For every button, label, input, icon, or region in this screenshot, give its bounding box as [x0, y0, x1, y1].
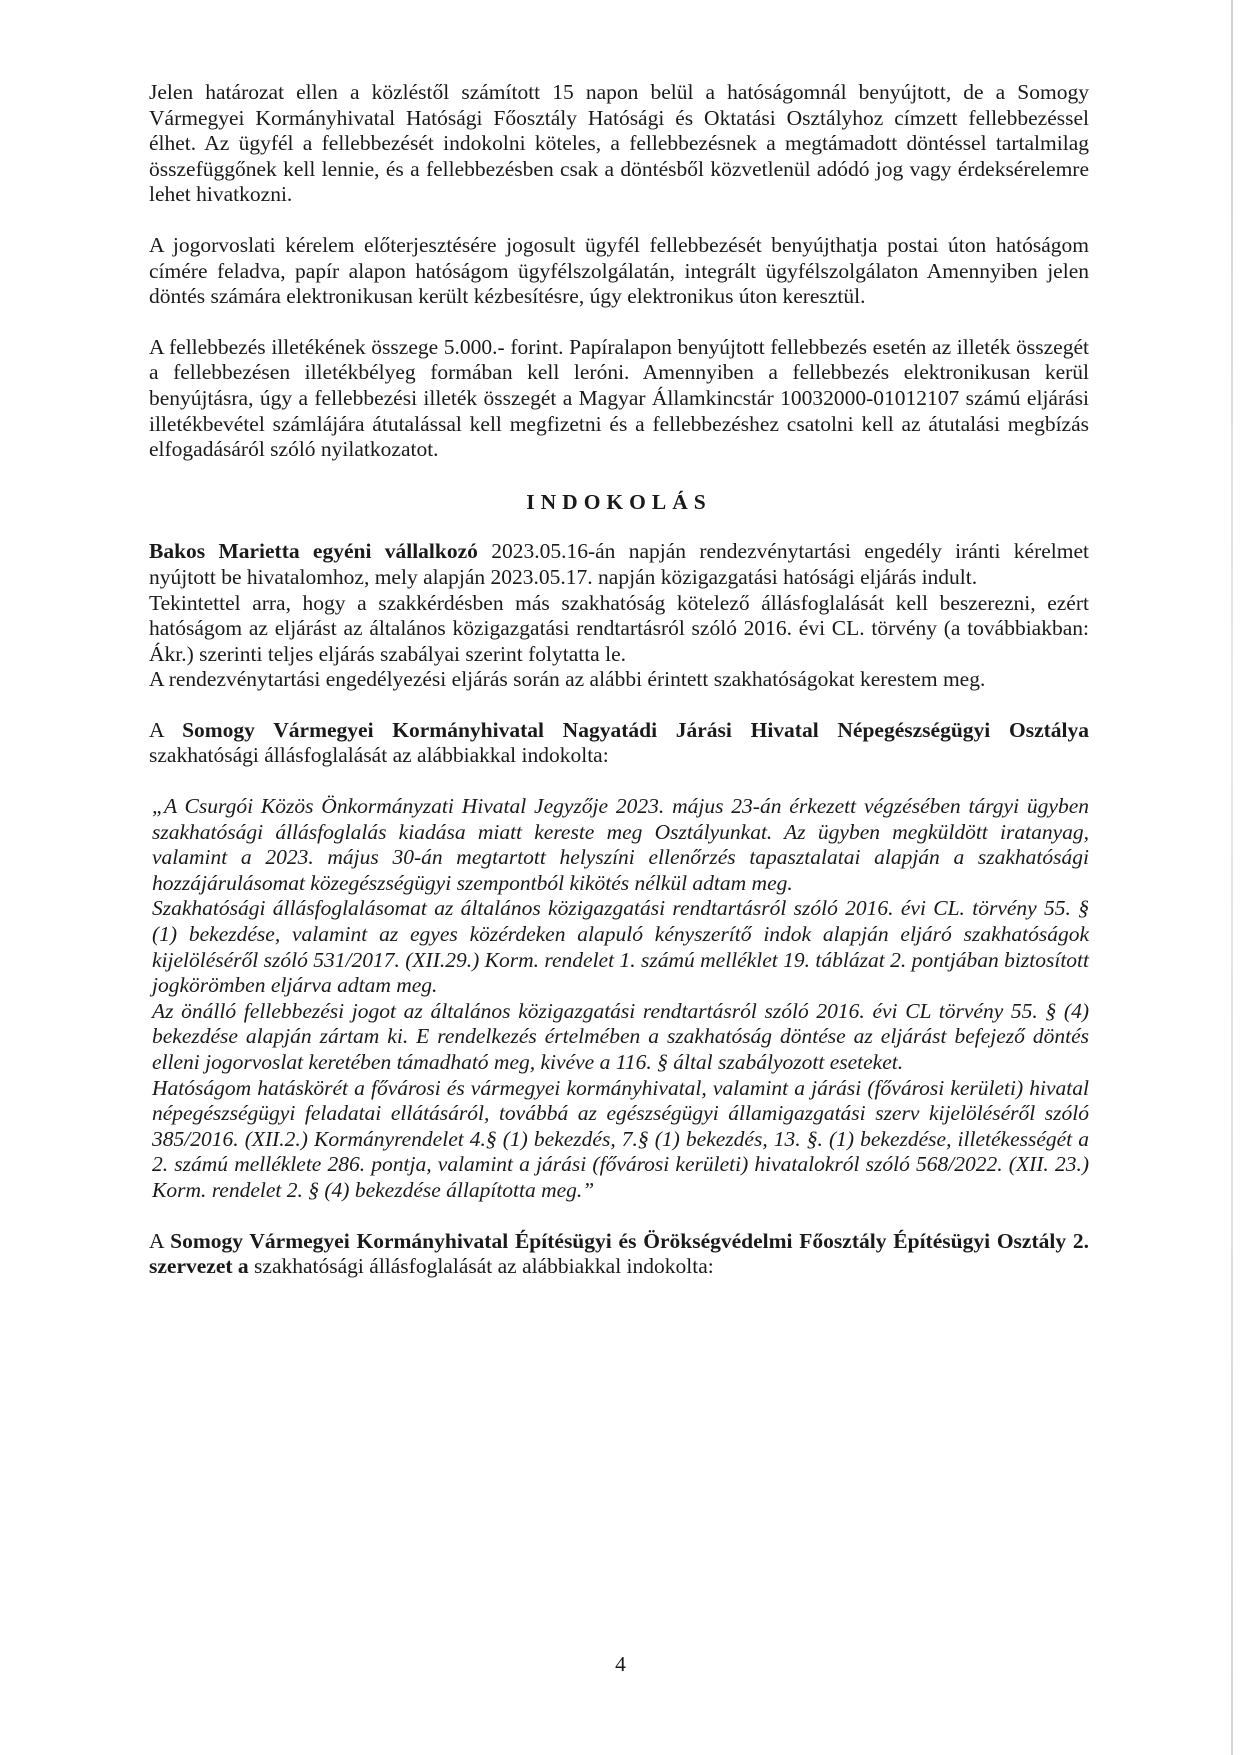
authority1-suffix: szakhatósági állásfoglalását az alábbiakkal indokolta: [149, 743, 609, 768]
applicant-name: Bakos Marietta egyéni vállalkozó [149, 539, 478, 564]
reasoning-procedure: Tekintettel arra, hogy a szakkérdésben más szakhatóság kötelező állásfoglalását kell beszerezni, ezért hatóságom az eljárást az általános közigazgatási rendtartásról szóló 2016. évi CL. törvény (a továbbiakban: Ákr.) szerinti teljes eljárás szabályai szerint folytatta le. [149, 590, 1089, 666]
scan-edge-line [1231, 0, 1233, 1755]
authority2-paragraph [149, 1229, 1089, 1280]
quote-paragraph-1: „A Csurgói Közös Önkormányzati Hivatal Jegyzője 2023. május 23-án érkezett végzésében tárgyi ügyben szakhatósági állásfoglalás kiadása miatt kereste meg Osztályunkat. Az ügyben megküldött iratanyag, valamint a 2023. május 30-án megtartott helyszíni ellenőrzés tapasztalatai alapján a szakhatósági hozzájárulásomat közegészségügyi szempontból kikötés nélkül adtam meg. [152, 794, 1089, 895]
document-page [149, 80, 1089, 1280]
authority1-prefix: A [149, 717, 183, 742]
authority1-paragraph [149, 718, 1089, 769]
applicant-text: 2023.05.16-án napján rendezvénytartási engedély iránti kérelmet nyújtott be hivatalomhoz, mely alapján 2023.05.17. napján közigazgatási hatósági eljárás indult. [149, 539, 1089, 589]
page-number: 4 [615, 1652, 626, 1676]
remedy-paragraph: A jogorvoslati kérelem előterjesztésére jogosult ügyfél fellebbezését benyújthatja postai úton hatóságom címére feladva, papír alapon hatóságom ügyfélszolgálatán, integrált ügyfélszolgálaton Amennyiben jelen döntés számára elektronikusan került kézbesítésre, úgy elektronikus úton keresztül. [149, 232, 1089, 309]
authority2-name: Somogy Vármegyei Kormányhivatal Építésügyi és Örökségvédelmi Főosztály Építésügyi Osztály 2. szervezet a [149, 1228, 1090, 1279]
section-heading: INDOKOLÁS [526, 489, 712, 514]
authority2-suffix: szakhatósági állásfoglalását az alábbiakkal indokolta: [248, 1254, 714, 1279]
quote-paragraph-4: Hatóságom hatáskörét a fővárosi és vármegyei kormányhivatal, valamint a járási (fővárosi kerületi) hivatal népegészségügyi feladatai ellátásáról, továbbá az egészségügyi államigazgatási szerv kijelöléséről szóló 385/2016. (XII.2.) Kormányrendelet 4.§ (1) bekezdés, 7.§ (1) bekezdés, 13. §. (1) bekezdése, illetékességét a 2. számú melléklete 286. pontja, valamint a járási (fővárosi kerületi) hivatalokról szóló 568/2022. (XII. 23.) Korm. rendelet 2. § (4) bekezdése állapította meg.” [152, 1075, 1089, 1202]
reasoning-intro [149, 539, 1089, 590]
quote-paragraph-2: Szakhatósági állásfoglalásomat az általános közigazgatási rendtartásról szóló 2016. évi CL. törvény 55. § (1) bekezdése, valamint az egyes közérdeken alapuló kényszerítő indok alapján eljáró szakhatóságok kijelöléséről szóló 531/2017. (XII.29.) Korm. rendelet 1. számú melléklet 19. táblázat 2. pontjában biztosított jogkörömben eljárva adtam meg. [152, 896, 1089, 998]
appeal-paragraph: Jelen határozat ellen a közléstől számított 15 napon belül a hatóságomnál benyújtott, de a Somogy Vármegyei Kormányhivatal Hatósági Főosztály Hatósági és Oktatási Osztályhoz címzett fellebbezéssel élhet. Az ügyfél a fellebbezését indokolni köteles, a fellebbezésnek a megtámadott döntéssel tartalmilag összefüggőnek kell lennie, és a fellebbezésben csak a döntésből közvetlenül adódó jog vagy érdeksérelemre lehet hivatkozni. [149, 80, 1089, 207]
reasoning-authorities: A rendezvénytartási engedélyezési eljárás során az alábbi érintett szakhatóságokat kerestem meg. [149, 667, 986, 692]
quote-paragraph-3: Az önálló fellebbezési jogot az általános közigazgatási rendtartásról szóló 2016. évi CL törvény 55. § (4) bekezdése alapján zártam ki. E rendelkezés értelmében a szakhatóság döntése az eljárást befejező döntés elleni jogorvoslat keretében támadható meg, kivéve a 116. § által szabályozott eseteket. [152, 998, 1089, 1074]
authority2-prefix: A [149, 1228, 171, 1253]
fee-paragraph: A fellebbezés illetékének összege 5.000.- forint. Papíralapon benyújtott fellebbezés esetén az illeték összegét a fellebbezésen illetékbélyeg formában kell leróni. Amennyiben a fellebbezés elektronikusan kerül benyújtásra, úgy a fellebbezési illeték összegét a Magyar Államkincstár 10032000-01012107 számú eljárási illetékbevétel számlájára átutalással kell megfizetni és a fellebbezéshez csatolni kell az átutalási megbízás elfogadásáról szóló nyilatkozatot. [149, 334, 1089, 462]
quoted-statement [149, 794, 1089, 1204]
authority1-name: Somogy Vármegyei Kormányhivatal Nagyatádi Járási Hivatal Népegészségügyi Osztálya [182, 717, 1090, 742]
